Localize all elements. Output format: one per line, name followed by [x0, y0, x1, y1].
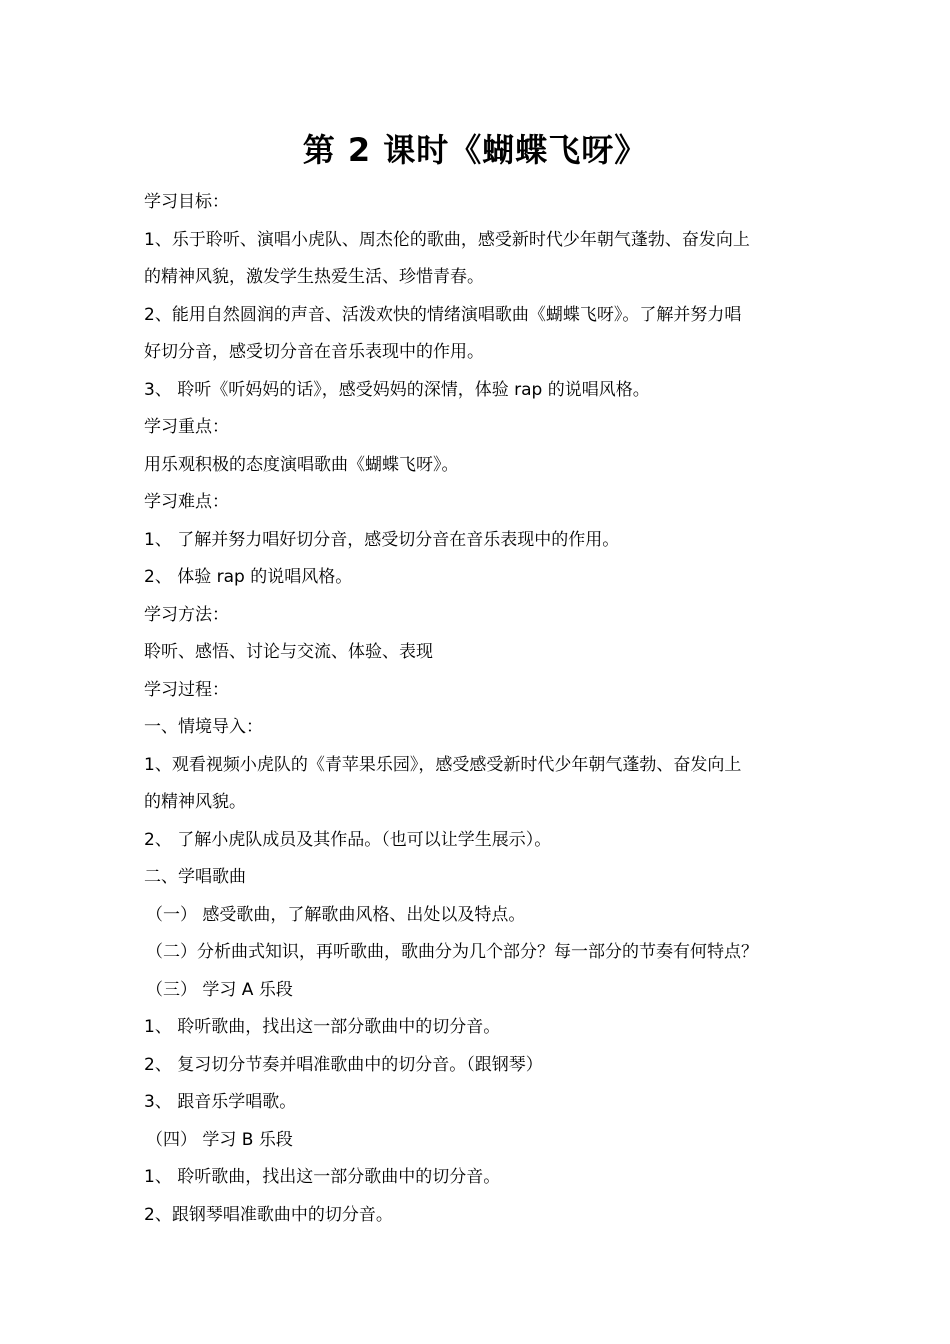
text-line: （四） 学习 B 乐段 [146, 1129, 293, 1150]
page-title: 第 2 课时《蝴蝶飞呀》 [302, 131, 648, 169]
text-line: 用乐观积极的态度演唱歌曲《蝴蝶飞呀》。 [144, 454, 459, 475]
section-heading-objectives: 学习目标： [144, 192, 229, 212]
text-line: （二）分析曲式知识，再听歌曲，歌曲分为几个部分？每一部分的节奏有何特点？ [146, 942, 758, 962]
section-heading-process: 学习过程： [144, 679, 229, 700]
text-line: （三） 学习 A 乐段 [146, 979, 293, 1000]
text-line: 聆听、感悟、讨论与交流、体验、表现 [144, 642, 433, 662]
subsection-heading: 二、学唱歌曲 [144, 867, 246, 887]
text-line: （一） 感受歌曲，了解歌曲风格、出处以及特点。 [146, 904, 526, 925]
text-line: 2、能用自然圆润的声音、活泼欢快的情绪演唱歌曲《蝴蝶飞呀》。了解并努力唱 [144, 304, 742, 325]
text-line: 3、 跟音乐学唱歌。 [144, 1092, 297, 1112]
text-line: 2、 了解小虎队成员及其作品。（也可以让学生展示）。 [144, 829, 552, 850]
text-line: 1、 聆听歌曲，找出这一部分歌曲中的切分音。 [144, 1017, 501, 1037]
text-line: 2、 复习切分节奏并唱准歌曲中的切分音。（跟钢琴） [144, 1054, 543, 1075]
section-heading-difficulties: 学习难点： [144, 492, 229, 512]
text-line: 2、跟钢琴唱准歌曲中的切分音。 [144, 1204, 393, 1225]
text-line: 2、 体验 rap 的说唱风格。 [144, 567, 353, 587]
text-line: 好切分音，感受切分音在音乐表现中的作用。 [144, 342, 484, 362]
text-line: 的精神风貌。 [144, 792, 246, 812]
text-line: 1、观看视频小虎队的《青苹果乐园》，感受感受新时代少年朝气蓬勃、奋发向上 [144, 754, 742, 775]
text-line: 1、乐于聆听、演唱小虎队、周杰伦的歌曲，感受新时代少年朝气蓬勃、奋发向上 [144, 229, 750, 250]
document-body [144, 184, 844, 1234]
text-line: 的精神风貌，激发学生热爱生活、珍惜青春。 [144, 267, 484, 287]
text-line: 3、 聆听《听妈妈的话》，感受妈妈的深情，体验 rap 的说唱风格。 [144, 379, 650, 400]
section-heading-key-points: 学习重点： [144, 417, 229, 437]
subsection-heading: 一、情境导入： [144, 717, 263, 737]
text-line: 1、 了解并努力唱好切分音，感受切分音在音乐表现中的作用。 [144, 529, 620, 550]
section-heading-methods: 学习方法： [144, 604, 229, 625]
text-line: 1、 聆听歌曲，找出这一部分歌曲中的切分音。 [144, 1167, 501, 1187]
